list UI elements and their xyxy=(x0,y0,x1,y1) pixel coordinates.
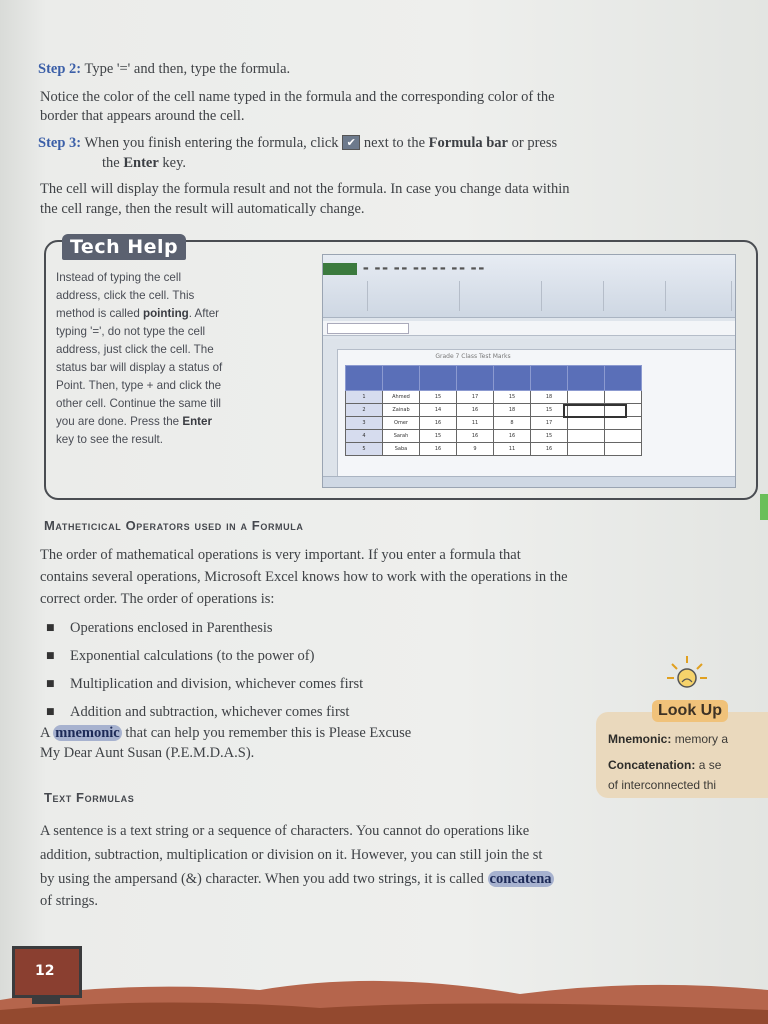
mnemonic-line-2: My Dear Aunt Susan (P.E.M.D.A.S). xyxy=(40,745,255,761)
table-row xyxy=(346,417,642,430)
tech-help-line: typing '=', do not type the cell xyxy=(56,325,206,338)
operations-order-list xyxy=(44,614,604,726)
step-2 xyxy=(38,60,738,79)
cell: Sarah xyxy=(383,430,420,443)
cell: 17 xyxy=(531,417,568,430)
cell: 16 xyxy=(420,443,457,456)
cell xyxy=(568,417,605,430)
concatenation-highlight: concatena xyxy=(489,871,552,887)
step-3-key: key. xyxy=(162,155,187,171)
header-cell xyxy=(383,366,420,391)
enter-check-icon: ✔ xyxy=(342,135,360,150)
header-cell xyxy=(420,366,457,391)
lookup-concatenation-cont: of interconnected thi xyxy=(608,778,717,792)
cell: Ahmed xyxy=(383,391,420,404)
header-cell xyxy=(568,366,605,391)
cell: Omer xyxy=(383,417,420,430)
pointing-term: pointing xyxy=(143,307,189,320)
cell xyxy=(568,443,605,456)
ribbon-group xyxy=(327,281,368,311)
step-2-text: Type '=' and then, type the formula. xyxy=(84,61,291,77)
tech-help-line: Instead of typing the cell xyxy=(56,271,182,284)
row-headers xyxy=(323,339,338,487)
header-cell xyxy=(605,366,642,391)
cell: 18 xyxy=(531,391,568,404)
tech-help-fragment: . After xyxy=(188,307,220,320)
text-line-3-main: by using the ampersand (&) character. When you add two strings, it is called xyxy=(40,871,484,887)
file-tab xyxy=(323,263,357,275)
cell xyxy=(605,391,642,404)
cell: 5 xyxy=(346,443,383,456)
lookup-mnemonic xyxy=(608,732,728,746)
ribbon-group xyxy=(461,281,542,311)
ribbon-group xyxy=(369,281,460,311)
cell xyxy=(568,391,605,404)
tech-help-line: address, just click the cell. The xyxy=(56,343,214,356)
list-item: ■ Addition and subtraction, whichever comes first xyxy=(44,698,604,726)
header-cell xyxy=(457,366,494,391)
tech-help-line: status bar will display a status of xyxy=(56,361,223,374)
mnemonic-pre: A xyxy=(40,725,50,741)
math-intro-line-2: contains several operations, Microsoft Excel knows how to work with the operations in the xyxy=(40,569,568,585)
cell: 15 xyxy=(420,391,457,404)
cell xyxy=(605,430,642,443)
ribbon-group xyxy=(543,281,604,311)
tech-help-line: address, click the cell. This xyxy=(56,289,195,302)
cell: 16 xyxy=(457,404,494,417)
cell xyxy=(605,417,642,430)
tech-help-fragment: method is called xyxy=(56,307,140,320)
step-2-label: Step 2: xyxy=(38,61,82,77)
text-line-1: A sentence is a text string or a sequence of characters. You cannot do operations like xyxy=(40,823,530,839)
status-bar xyxy=(323,476,735,487)
step-3-cont xyxy=(102,154,186,173)
tech-help-line: key to see the result. xyxy=(56,433,163,446)
ribbon-group xyxy=(605,281,666,311)
result-line-1: The cell will display the formula result and not the formula. In case you change data within xyxy=(40,181,570,197)
mnemonic-post: that can help you remember this is Please Excuse xyxy=(125,725,412,741)
formula-bar xyxy=(323,321,735,336)
notice-line-1: Notice the color of the cell name typed in the formula and the corresponding color of the xyxy=(40,89,555,105)
cell: 2 xyxy=(346,404,383,417)
mnemonic-highlight: mnemonic xyxy=(55,725,120,741)
cell: 11 xyxy=(457,417,494,430)
step-3-pre: When you finish entering the formula, click xyxy=(84,135,339,151)
tech-help-line xyxy=(56,305,288,323)
tech-help-fragment: you are done. Press the xyxy=(56,415,180,428)
tech-help-line xyxy=(56,413,288,431)
cell: 16 xyxy=(531,443,568,456)
lookup-term: Mnemonic: xyxy=(608,732,672,746)
table-row xyxy=(346,430,642,443)
cell: 1 xyxy=(346,391,383,404)
sheet-title: Grade 7 Class Test Marks xyxy=(435,353,511,360)
table-row xyxy=(346,391,642,404)
tech-help-title: Tech Help xyxy=(62,234,186,260)
page-edge-tab xyxy=(760,494,768,520)
footer-hills xyxy=(0,960,768,1024)
notice-line-2: border that appears around the cell. xyxy=(40,108,245,124)
step-3-label: Step 3: xyxy=(38,135,82,151)
cell: Saba xyxy=(383,443,420,456)
list-item: ■ Multiplication and division, whichever comes first xyxy=(44,670,604,698)
step-3-post: or press xyxy=(511,135,558,151)
excel-screenshot xyxy=(322,254,736,488)
cell: 18 xyxy=(494,404,531,417)
cell: 16 xyxy=(494,430,531,443)
header-cell xyxy=(494,366,531,391)
step-3-the: the xyxy=(102,155,120,171)
cell: 4 xyxy=(346,430,383,443)
text-line-4: of strings. xyxy=(40,893,98,909)
page-number-monitor-icon xyxy=(12,946,82,998)
cell: 9 xyxy=(457,443,494,456)
cell: 17 xyxy=(457,391,494,404)
cell: 15 xyxy=(531,430,568,443)
table-header-row xyxy=(346,366,642,391)
tech-help-text xyxy=(56,269,288,449)
excel-ribbon xyxy=(323,255,735,318)
header-cell xyxy=(531,366,568,391)
math-intro-line-3: correct order. The order of operations is: xyxy=(40,591,275,607)
text-formulas-heading: Text Formulas xyxy=(44,790,135,805)
enter-key-term: Enter xyxy=(182,415,212,428)
lookup-tag: Look Up xyxy=(652,700,728,722)
cell xyxy=(568,430,605,443)
step-3 xyxy=(38,134,738,153)
page-number: 12 xyxy=(35,963,55,979)
lookup-concatenation xyxy=(608,758,721,772)
enter-key-term: Enter xyxy=(123,155,159,171)
result-line-2: the cell range, then the result will automatically change. xyxy=(40,201,365,217)
name-box xyxy=(327,323,409,334)
math-operators-heading: Matheticical Operators used in a Formula xyxy=(44,518,304,533)
cell: 8 xyxy=(494,417,531,430)
text-line-2: addition, subtraction, multiplication or division on it. However, you can still join the st xyxy=(40,847,543,863)
cell: Zainab xyxy=(383,404,420,417)
math-intro-line-1: The order of mathematical operations is very important. If you enter a formula that xyxy=(40,547,521,563)
lookup-def: memory a xyxy=(674,732,729,746)
step-3-mid: next to the xyxy=(363,135,426,151)
monitor-stand xyxy=(32,998,60,1004)
column-headers xyxy=(337,339,735,350)
text-line-3 xyxy=(40,870,730,889)
cell: 16 xyxy=(457,430,494,443)
cell: 15 xyxy=(494,391,531,404)
cell: 11 xyxy=(494,443,531,456)
cell: 3 xyxy=(346,417,383,430)
selected-cell xyxy=(563,404,627,418)
lightbulb-icon xyxy=(664,652,710,698)
cell: 15 xyxy=(420,430,457,443)
table-row xyxy=(346,443,642,456)
tech-help-line: other cell. Continue the same till xyxy=(56,397,221,410)
cell: 16 xyxy=(420,417,457,430)
cell: 14 xyxy=(420,404,457,417)
tech-help-line: Point. Then, type + and click the xyxy=(56,379,222,392)
list-item: ■ Exponential calculations (to the power of) xyxy=(44,642,604,670)
cell xyxy=(605,443,642,456)
formula-bar-term: Formula bar xyxy=(428,135,508,151)
lookup-term: Concatenation: xyxy=(608,758,696,772)
ribbon-group xyxy=(667,281,732,311)
cell: 15 xyxy=(531,404,568,417)
ribbon-tabs: ▬ ▬▬ ▬▬ ▬▬ ▬▬ ▬▬ ▬▬ xyxy=(363,265,487,272)
lookup-def: a se xyxy=(698,758,722,772)
list-item: ■ Operations enclosed in Parenthesis xyxy=(44,614,604,642)
header-cell xyxy=(346,366,383,391)
